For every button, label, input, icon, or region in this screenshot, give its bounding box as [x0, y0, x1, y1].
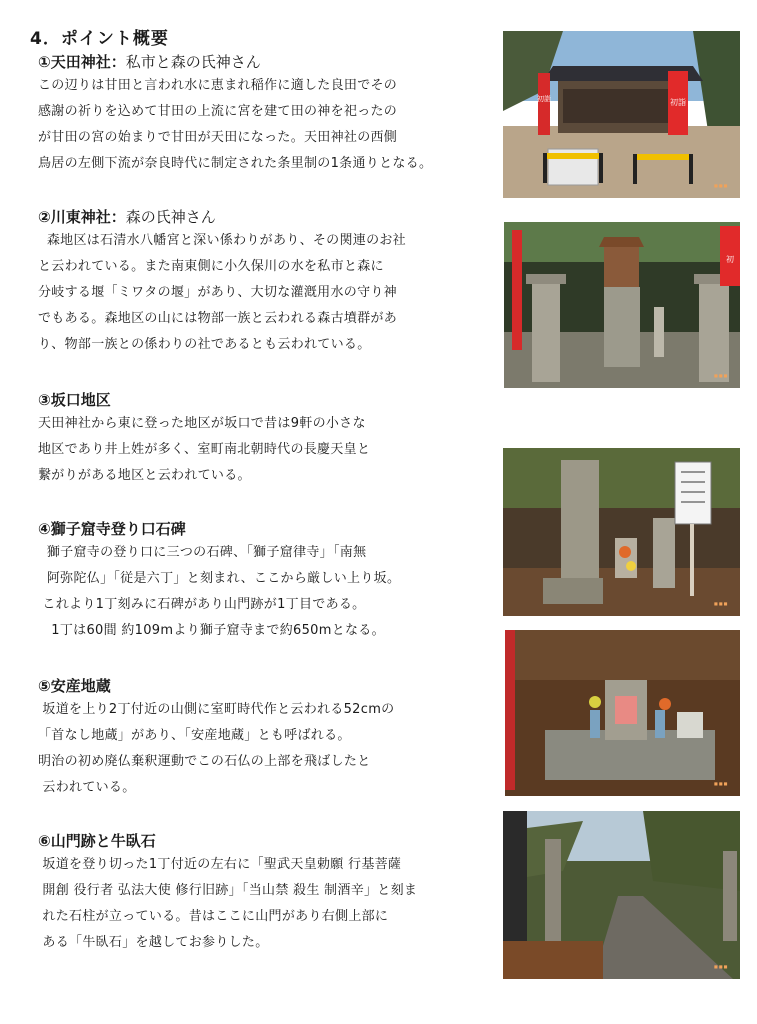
- page-title: 4．ポイント概要: [30, 29, 169, 49]
- date-stamp-icon: ▪▪▪: [713, 779, 728, 788]
- body-line: り、物部一族との係わりの社であるとも云われている。: [38, 337, 371, 352]
- body-line: 開創 役行者 弘法大使 修行旧跡」「当山禁 殺生 制酒辛」と刻ま: [38, 883, 418, 898]
- body-line: 獅子窟寺の登り口に三つの石碑、「獅子窟律寺」「南無: [38, 545, 367, 560]
- body-line: 地区であり井上姓が多く、室町南北朝時代の長慶天皇と: [38, 442, 371, 457]
- body-line: 天田神社から東に登った地区が坂口で昔は9軒の小さな: [38, 416, 366, 431]
- section-shishikutsu-stone-monuments: [38, 518, 496, 644]
- body-line: この辺りは甘田と言われ水に恵まれ稲作に適した良田でその: [38, 78, 398, 93]
- body-line: 森地区は石清水八幡宮と深い係わりがあり、その関連のお社: [38, 233, 406, 248]
- section-subheading: 私市と森の氏神さん: [125, 53, 261, 71]
- body-line: 明治の初め廃仏棄釈運動でこの石仏の上部を飛ばしたと: [38, 754, 371, 769]
- body-line: 坂道を上り2丁付近の山側に室町時代作と云われる52cmの: [38, 702, 395, 717]
- body-line: 「首なし地蔵」があり、「安産地蔵」とも呼ばれる。: [38, 728, 351, 743]
- kawahigashi-shrine-photo: [504, 222, 740, 388]
- section-heading-title: ①天田神社：: [38, 53, 126, 71]
- banner-left-text: 初詣: [537, 95, 551, 103]
- section-heading-title: ②川東神社：: [38, 208, 126, 226]
- section-kawahigashi-shrine: [38, 206, 496, 358]
- body-line: 分岐する堰「ミワタの堰」があり、大切な灌漑用水の守り神: [38, 285, 397, 300]
- section-heading: ④獅子窟寺登り口石碑: [38, 520, 186, 538]
- amata-shrine-photo: [503, 31, 740, 198]
- section-subheading: 森の氏神さん: [125, 208, 216, 226]
- body-line: れた石柱が立っている。昔はここに山門があり右側上部に: [38, 909, 389, 924]
- banner-right-text: 初: [726, 255, 734, 264]
- body-line: 鳥居の左側下流が奈良時代に制定された条里制の1条通りとなる。: [38, 156, 433, 171]
- sanmon-ruins-photo: [503, 811, 740, 979]
- section-sakaguchi-district: [38, 389, 496, 489]
- section-heading: [38, 51, 496, 73]
- section-sanmon-ruins: [38, 830, 496, 956]
- date-stamp-icon: ▪▪▪: [713, 962, 728, 971]
- section-heading: ⑤安産地蔵: [38, 677, 111, 695]
- section-anzan-jizo: [38, 675, 496, 801]
- section-heading: [38, 206, 496, 228]
- date-stamp-icon: ▪▪▪: [713, 181, 728, 190]
- date-stamp-icon: ▪▪▪: [713, 599, 728, 608]
- date-stamp-icon: ▪▪▪: [713, 371, 728, 380]
- section-amata-shrine: [38, 51, 496, 177]
- body-line: 阿弥陀仏」「従是六丁」と刻まれ、ここから厳しい上り坂。: [38, 571, 401, 586]
- sakaguchi-stone-monuments-photo: [503, 448, 740, 616]
- body-line: 坂道を登り切った1丁付近の左右に「聖武天皇勅願 行基菩薩: [38, 857, 402, 872]
- anzan-jizo-photo: [505, 630, 740, 796]
- body-line: 云われている。: [38, 780, 136, 795]
- banner-right-text: 初詣: [670, 98, 686, 107]
- section-heading: ⑥山門跡と牛臥石: [38, 832, 156, 850]
- body-line: ある「牛臥石」を越してお参りした。: [38, 935, 269, 950]
- body-line: が甘田の宮の始まりで甘田が天田になった。天田神社の西側: [38, 130, 398, 145]
- section-heading: ③坂口地区: [38, 391, 111, 409]
- body-line: 感謝の祈りを込めて甘田の上流に宮を建て田の神を祀ったの: [38, 104, 398, 119]
- body-line: これより1丁刻みに石碑があり山門跡が1丁目である。: [38, 597, 366, 612]
- body-line: でもある。森地区の山には物部一族と云われる森古墳群があ: [38, 311, 398, 326]
- body-line: 1丁は60間 約109mより獅子窟寺まで約650mとなる。: [38, 623, 385, 638]
- body-line: と云われている。また南東側に小久保川の水を私市と森に: [38, 259, 384, 274]
- body-line: 繋がりがある地区と云われている。: [38, 468, 251, 483]
